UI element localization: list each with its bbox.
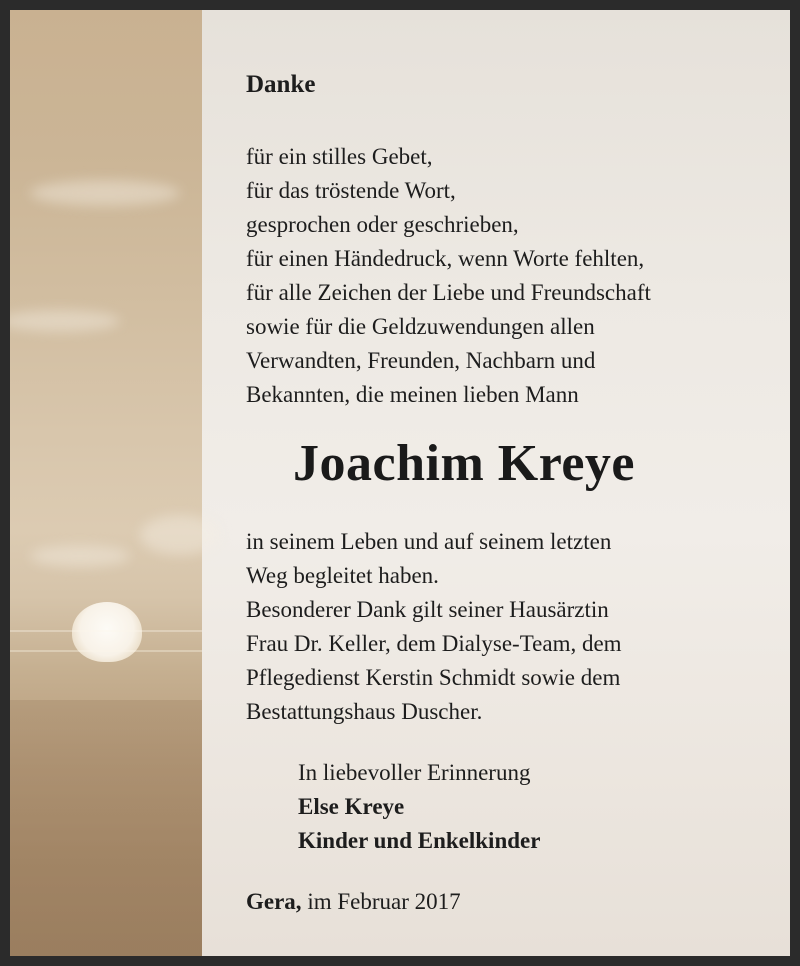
sun-glare xyxy=(10,630,202,632)
sea-area xyxy=(10,700,202,956)
cloud-shape xyxy=(10,310,120,332)
cloud-shape xyxy=(140,515,220,555)
text-line: sowie für die Geldzuwendungen allen xyxy=(246,314,595,339)
text-line: für das tröstende Wort, xyxy=(246,178,456,203)
text-line: gesprochen oder geschrieben, xyxy=(246,212,519,237)
signature-name: Else Kreye xyxy=(298,794,405,819)
text-line: Verwandten, Freunden, Nachbarn und xyxy=(246,348,596,373)
sun-glare xyxy=(10,650,202,652)
text-line: Weg begleitet haben. xyxy=(246,563,439,588)
signature-phrase: In liebevoller Erinnerung xyxy=(298,760,531,785)
text-line: Besonderer Dank gilt seiner Hausärztin xyxy=(246,597,609,622)
text-line: für alle Zeichen der Liebe und Freundschaft xyxy=(246,280,651,305)
deceased-name: Joachim Kreye xyxy=(293,435,636,492)
sunset-photo xyxy=(10,10,202,956)
obituary-card xyxy=(10,10,790,956)
cloud-shape xyxy=(30,180,180,206)
date-text: im Februar 2017 xyxy=(307,889,461,914)
signature-block xyxy=(298,756,540,858)
sun-icon xyxy=(72,602,142,662)
text-line: für ein stilles Gebet, xyxy=(246,144,433,169)
text-line: Frau Dr. Keller, dem Dialyse-Team, dem xyxy=(246,631,622,656)
page-title: Danke xyxy=(246,71,316,98)
text-line: Bekannten, die meinen lieben Mann xyxy=(246,382,579,407)
place-date xyxy=(246,885,461,919)
text-line: für einen Händedruck, wenn Worte fehlten, xyxy=(246,246,645,271)
place-name: Gera, xyxy=(246,889,302,914)
text-line: Pflegedienst Kerstin Schmidt sowie dem xyxy=(246,665,621,690)
intro-paragraph xyxy=(246,140,651,412)
cloud-shape xyxy=(30,545,130,567)
text-line: in seinem Leben und auf seinem letzten xyxy=(246,529,612,554)
obituary-text xyxy=(246,70,786,914)
text-line: Bestattungshaus Duscher. xyxy=(246,699,483,724)
closing-paragraph xyxy=(246,525,622,729)
signature-name: Kinder und Enkelkinder xyxy=(298,828,541,853)
